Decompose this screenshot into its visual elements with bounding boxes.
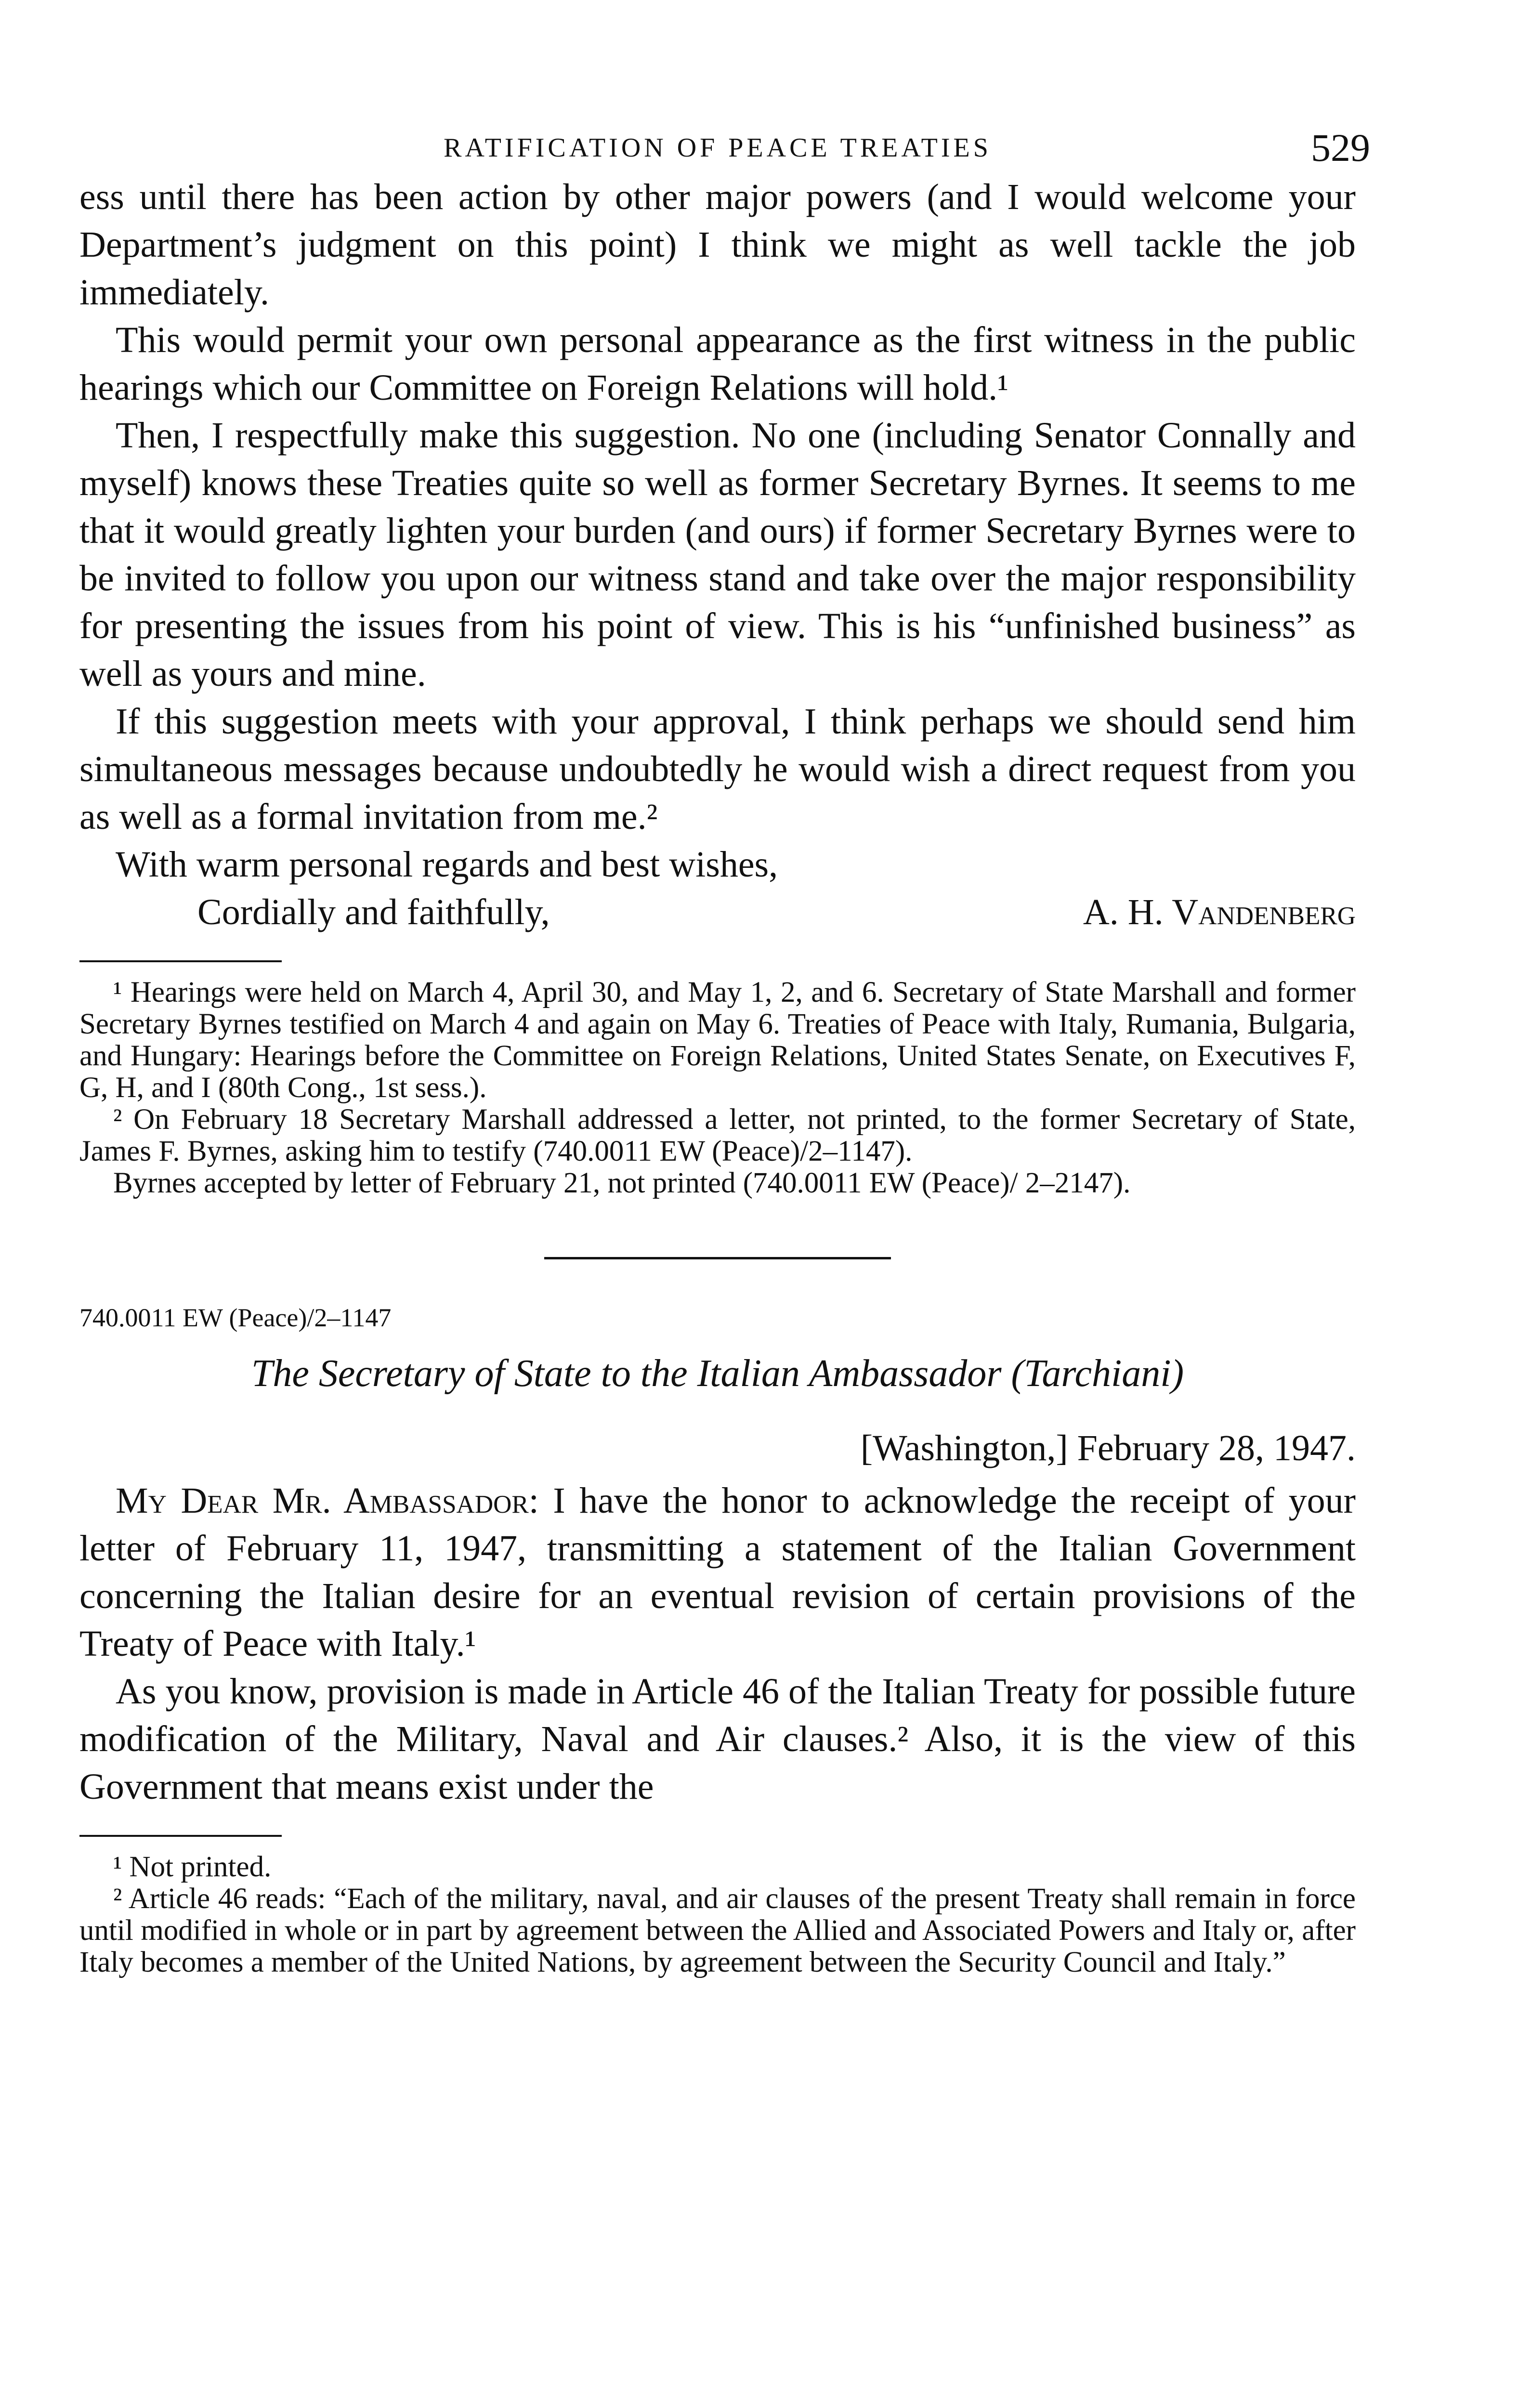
document-paragraph-2: As you know, provision is made in Article 46 of the Italian Treaty for possible future modification of the Military, Naval and Air clauses.² Also, it is the view of this Government that means exist under the xyxy=(79,1671,1356,1807)
footnote-2: ² On February 18 Secretary Marshall addressed a letter, not printed, to the former Secretary of State, James F. Byrnes, asking him to testify (740.0011 EW (Peace)/2–1147). xyxy=(79,1103,1356,1167)
letter-signature: A. H. Vandenberg xyxy=(1083,892,1356,932)
file-number: 740.0011 EW (Peace)/2–1147 xyxy=(79,1303,392,1332)
footnote-2-continued: Byrnes accepted by letter of February 21, not printed (740.0011 EW (Peace)/ 2–2147). xyxy=(113,1167,1131,1199)
running-title: RATIFICATION OF PEACE TREATIES xyxy=(444,133,992,163)
footnote-doc-2: ² Article 46 reads: “Each of the military, naval, and air clauses of the present Treaty shall remain in force until modified in whole or in part by agreement between the Allied and Associated Powers and Italy or, after Italy becomes a member of the United Nations, by agreement between the Security Council and Italy.” xyxy=(79,1883,1356,1978)
footnote-1: ¹ Hearings were held on March 4, April 30, and May 1, 2, and 6. Secretary of State Marshall and former Secretary Byrnes testified on March 4 and again on May 6. Treaties of Peace with Italy, Rumania, Bulgaria, and Hungary: Hearings before the Committee on Foreign Relations, United States Senate, on Executives F, G, H, and I (80th Cong., 1st sess.). xyxy=(79,976,1356,1104)
footnote-doc-1: ¹ Not printed. xyxy=(113,1851,272,1883)
running-header xyxy=(79,111,1370,173)
dateline: [Washington,] February 28, 1947. xyxy=(860,1428,1356,1468)
letter-paragraph-4: If this suggestion meets with your approval, I think perhaps we should send him simultaneous messages because undoubtedly he would wish a direct request from you as well as a formal invitation from me.² xyxy=(79,701,1356,837)
document-paragraph-1-text: I have the honor to acknowledge the receipt of your letter of February 11, 1947, transmitting a statement of the Italian Government concerning the Italian desire for an eventual revision of certain provisions of the Treaty of Peace with Italy.¹ xyxy=(79,1480,1356,1664)
footnote-divider xyxy=(79,960,282,962)
section-divider xyxy=(544,1257,891,1259)
footnote-divider-2 xyxy=(79,1835,282,1837)
letter-paragraph-1: ess until there has been action by other major powers (and I would welcome your Department’s judgment on this point) I think we might as well tackle the job immediately. xyxy=(79,177,1356,313)
letter-regards: With warm personal regards and best wishes, xyxy=(116,844,778,885)
page-number: 529 xyxy=(1311,126,1370,170)
salutation: My Dear Mr. Ambassador: xyxy=(116,1480,539,1521)
document-paragraph-1 xyxy=(79,1477,1356,1668)
footnotes-letter xyxy=(79,977,1356,1199)
letter-closing: Cordially and faithfully, xyxy=(197,892,550,932)
letter-paragraph-2: This would permit your own personal appearance as the first witness in the public hearings which our Committee on Foreign Relations will hold.¹ xyxy=(79,320,1356,408)
document-heading: The Secretary of State to the Italian Ambassador (Tarchiani) xyxy=(251,1352,1184,1395)
letter-paragraph-3: Then, I respectfully make this suggestion. No one (including Senator Connally and myself) knows these Treaties quite so well as former Secretary Byrnes. It seems to me that it would greatly lighten your burden (and ours) if former Secretary Byrnes were to be invited to follow you upon our witness stand and take over the major responsibility for presenting the issues from his point of view. This is his “unfinished business” as well as yours and mine. xyxy=(79,415,1356,694)
document-page xyxy=(79,111,1370,1978)
letter-body xyxy=(79,173,1356,936)
footnotes-document xyxy=(79,1851,1356,1978)
letter-signoff xyxy=(79,889,1356,936)
